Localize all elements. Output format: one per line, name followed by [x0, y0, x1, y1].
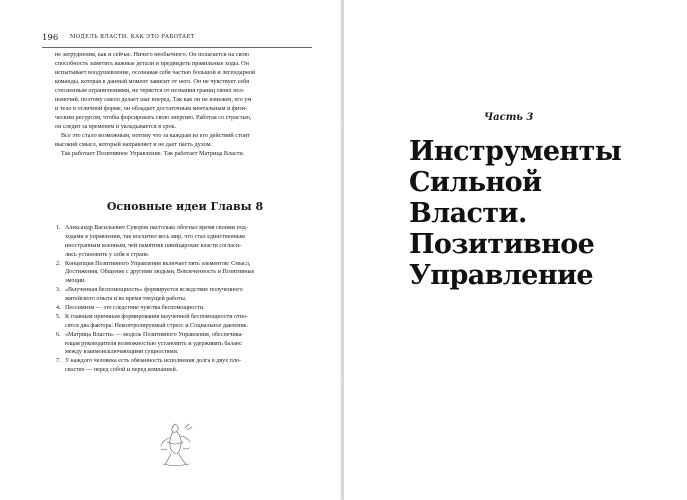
- idea-item: [55, 286, 317, 304]
- knight-sketch-icon: [155, 420, 195, 468]
- idea-line: скостях — перед собой и перед компанией.: [65, 367, 178, 374]
- body-text: [55, 50, 315, 158]
- body-line: испытывает воодушевление, осознавая себя частью большой и легендарной: [55, 69, 256, 76]
- idea-line: лись установить у себя в стране.: [65, 251, 150, 258]
- idea-line: ющая руководителя возможностью установить и удерживать баланс: [65, 340, 242, 347]
- part-label: Часть 3: [484, 112, 534, 123]
- idea-item: [55, 313, 317, 331]
- left-page: [0, 0, 343, 500]
- idea-line: житейского опыта и во время текущей работы.: [65, 296, 187, 303]
- body-line: номочий, поэтому смело делает шаг вперед. Так как он не изнежен, его ум: [55, 96, 252, 103]
- idea-line: между взаимоисключающими сущностями.: [65, 349, 179, 356]
- idea-line: Пессимизм — это следствие чувства беспомощности.: [65, 305, 205, 312]
- body-line: Так работает Позитивное Управление. Так работает Матрица Власти.: [61, 150, 245, 157]
- right-page: [344, 0, 687, 500]
- part-title: [409, 136, 679, 291]
- part-title-line: Инструменты: [409, 136, 622, 167]
- body-line: Все это стало возможным, потому что за каждым из его действий стоит: [61, 132, 250, 139]
- header-rule: [42, 47, 312, 48]
- body-line: стесненным ограничениями, не теряется от незнания границ своих пол-: [55, 87, 245, 94]
- idea-number: 6.: [56, 331, 61, 338]
- idea-item: [55, 331, 317, 358]
- idea-line: Александр Васильевич Суворов настолько обогнал время своими под-: [65, 225, 248, 231]
- body-line: он следит за временем и укладывается в срок.: [55, 123, 177, 130]
- idea-line: Достижения, Общение с другими людьми, Вовлеченность и Позитивные: [65, 269, 255, 276]
- idea-item: [55, 224, 317, 260]
- part-title-line: Сильной: [409, 167, 542, 198]
- idea-line: У каждого человека есть обязанность исполнения долга в двух пло-: [65, 358, 242, 365]
- idea-number: 2.: [56, 260, 61, 267]
- idea-number: 4.: [56, 305, 61, 312]
- body-line: способность заметить важные детали и предвидеть правильные ходы. Он: [55, 60, 249, 67]
- idea-number: 3.: [56, 287, 61, 294]
- idea-number: 1.: [56, 225, 61, 231]
- idea-line: Концепция Позитивного Управления включает пять элементов: Смысл,: [65, 260, 251, 267]
- body-line: высокий смысл, который направляет и не дает пасть духом.: [55, 141, 213, 148]
- idea-number: 5.: [56, 313, 61, 320]
- body-line: команды, которая в данный момент зависит от него. Он не чувствует себя: [55, 78, 249, 85]
- idea-line: эмоции.: [65, 278, 86, 285]
- idea-line: «Выученная беспомощность» формируется вследствие полученного: [65, 287, 243, 294]
- idea-item: [55, 357, 317, 375]
- part-title-line: Власти.: [409, 198, 527, 229]
- idea-line: «Матрица Власти» — модель Позитивного Управления, обеспечива-: [65, 331, 244, 338]
- idea-number: 7.: [56, 358, 61, 365]
- idea-line: сятся два фактора: Неконтролируемый стресс и Социальное давление.: [65, 322, 249, 329]
- part-title-line: Позитивное: [409, 229, 595, 260]
- body-line: не затруднения, как и сейчас. Ничего необычного. Он полагается на свою: [55, 51, 250, 58]
- idea-line: ходами в управлении, так восхитил весь мир, что стал единственным: [65, 233, 245, 240]
- idea-item: [55, 260, 317, 287]
- key-ideas-list: [55, 224, 317, 375]
- page-number: 196: [42, 33, 59, 43]
- part-title-line: Управление: [409, 260, 593, 291]
- idea-item: [55, 304, 317, 313]
- body-line: ческим ресурсом, чтобы форсировать свою энергию. Работая со страстью,: [55, 114, 252, 121]
- idea-line: иностранным военным, чей памятник швейцарские власти согласи-: [65, 242, 241, 249]
- running-title: МОДЕЛЬ ВЛАСТИ. КАК ЭТО РАБОТАЕТ: [70, 34, 195, 40]
- section-title: Основные идеи Главы 8: [106, 200, 264, 213]
- body-line: и тело в отличной форме, он обладает достаточным ментальным и физи-: [55, 105, 247, 112]
- running-head: [42, 33, 312, 45]
- idea-line: К главным причинам формирования выученной беспомощности отно-: [65, 313, 248, 320]
